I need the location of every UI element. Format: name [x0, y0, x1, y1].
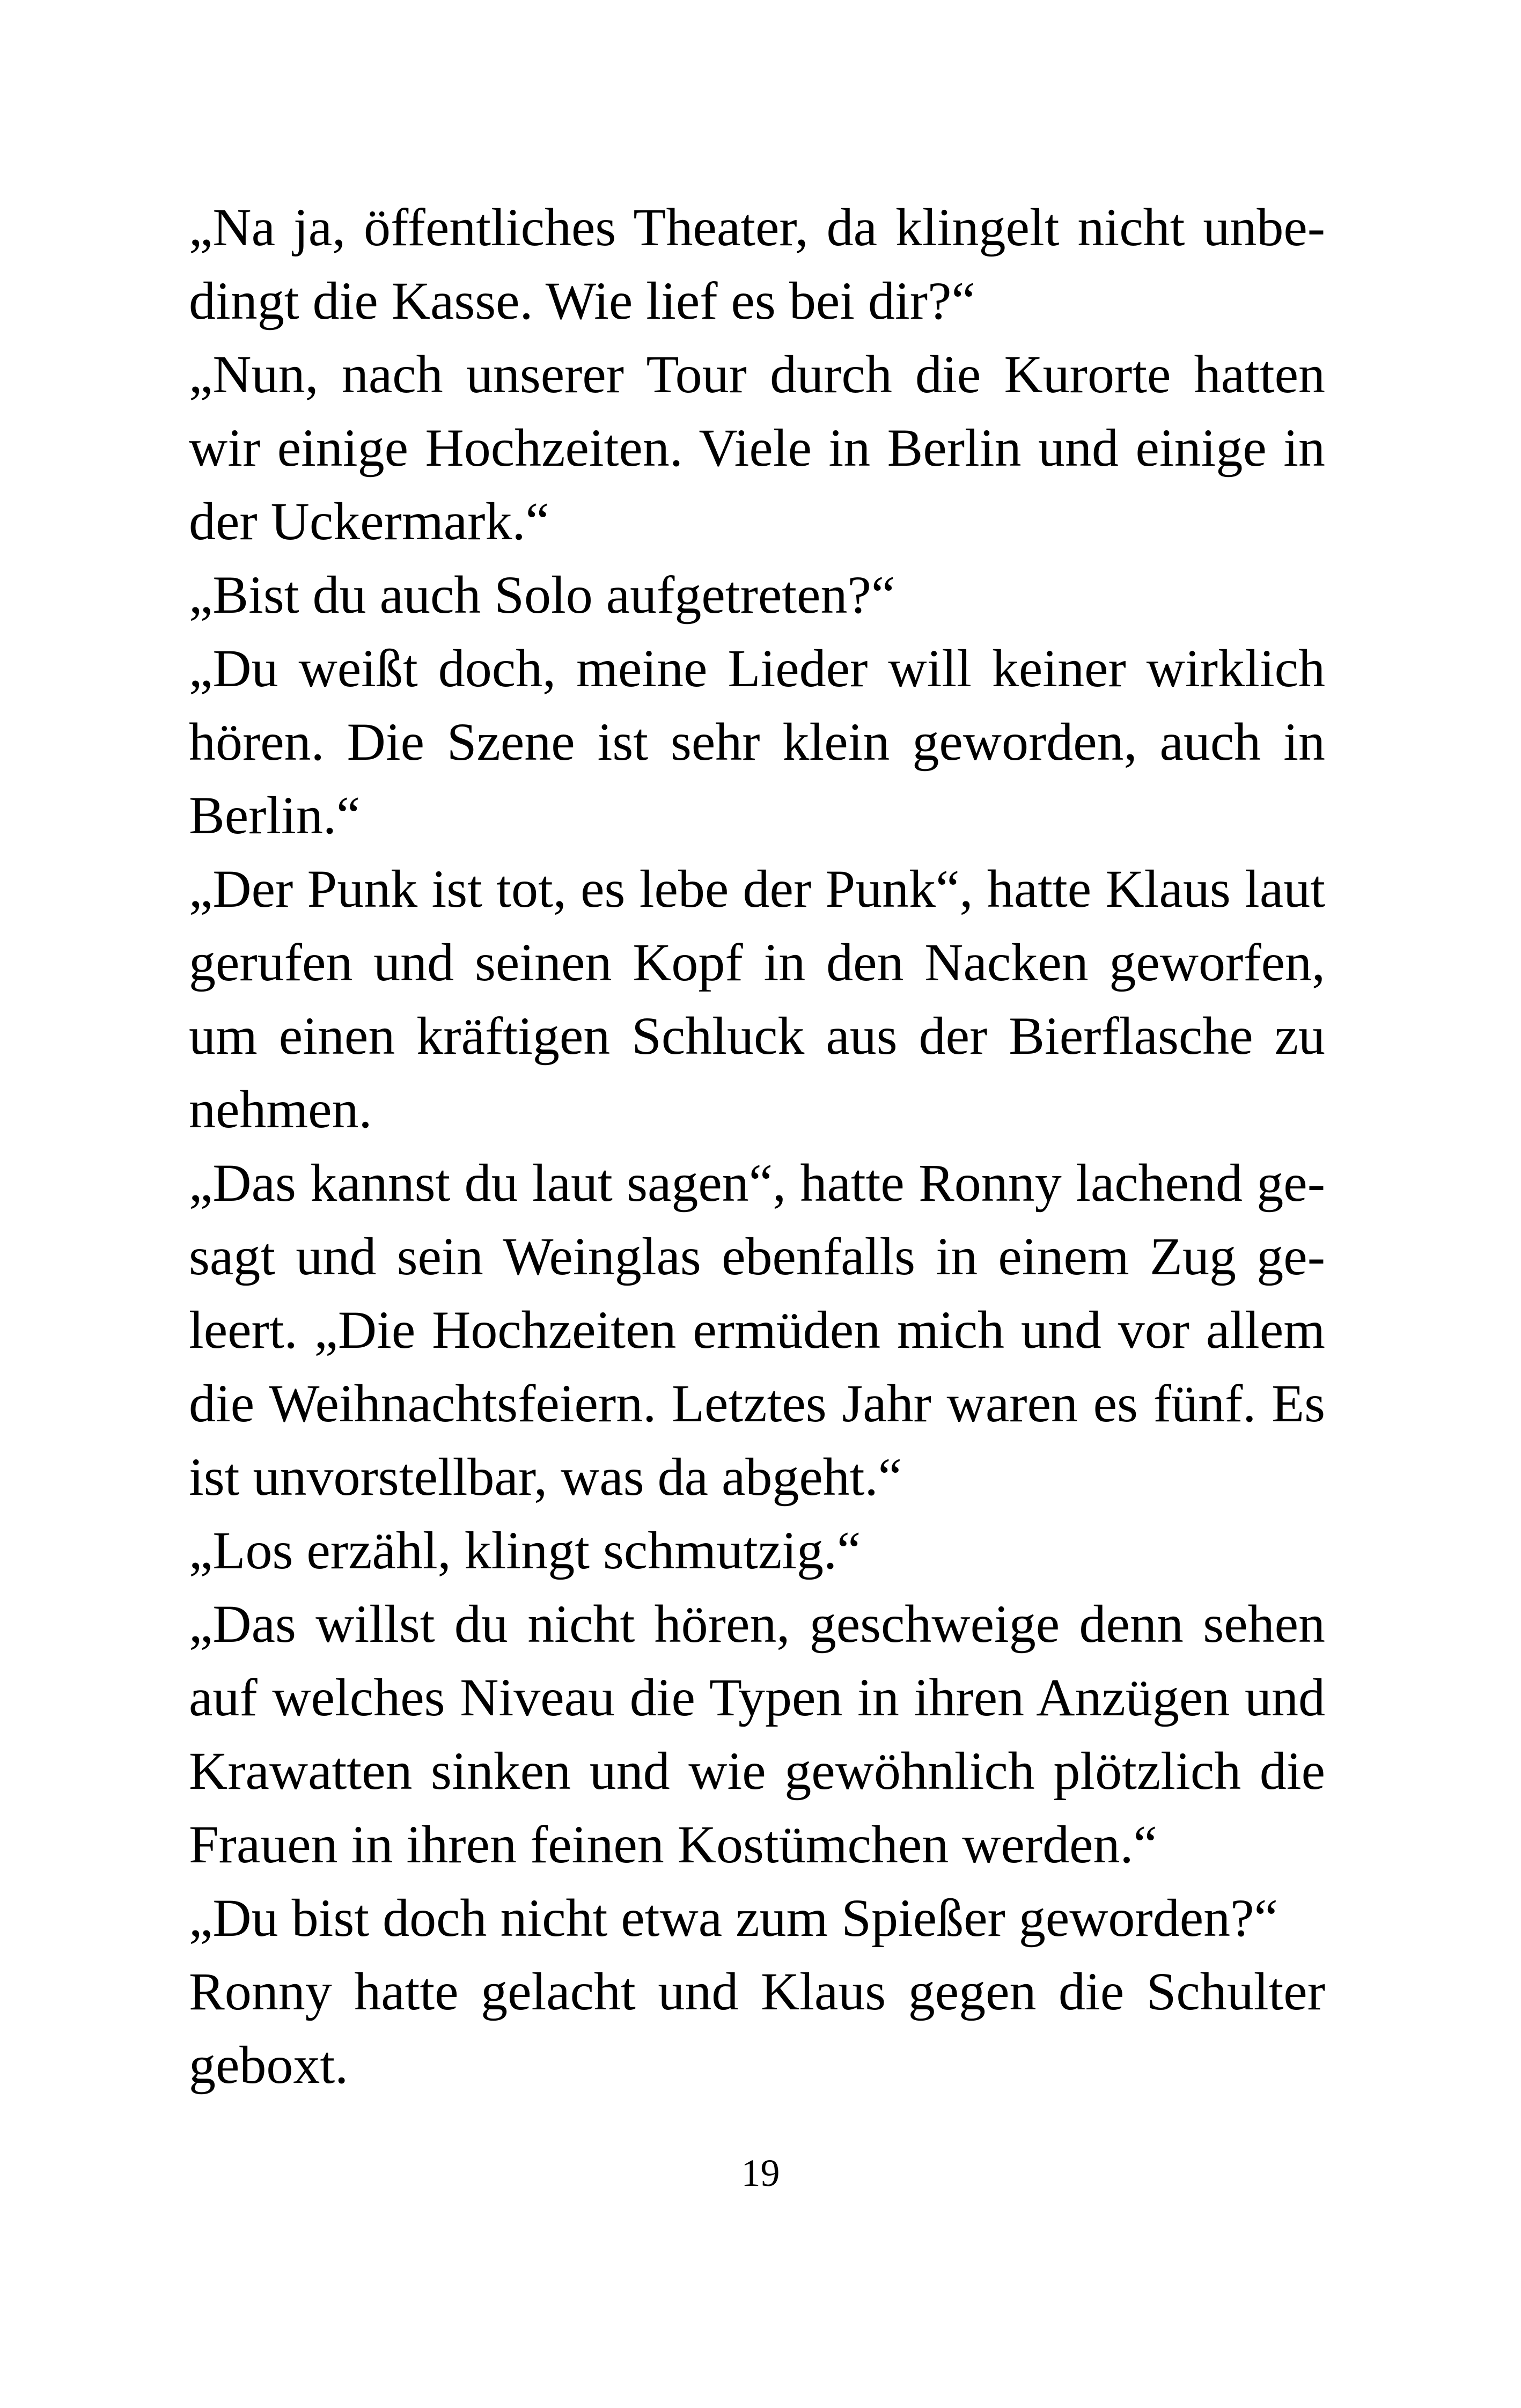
- text-line: „Nun, nach unserer Tour durch die Kurorte hatten: [189, 344, 1325, 404]
- text-line: „Los erzähl, klingt schmutzig.“: [189, 1521, 861, 1580]
- text-line: „Du bist doch nicht etwa zum Spießer geworden?“: [189, 1888, 1278, 1948]
- text-line: „Der Punk ist tot, es lebe der Punk“, hatte Klaus laut: [189, 859, 1325, 919]
- text-line: die Weihnachtsfeiern. Letztes Jahr waren es fünf. Es: [189, 1374, 1325, 1433]
- text-line: hören. Die Szene ist sehr klein geworden, auch in: [189, 712, 1325, 772]
- page-number: 19: [741, 2152, 780, 2194]
- text-line: ist unvorstellbar, was da abgeht.“: [189, 1447, 902, 1507]
- text-line: gerufen und seinen Kopf in den Nacken geworfen,: [189, 933, 1325, 992]
- text-line: dingt die Kasse. Wie lief es bei dir?“: [189, 271, 975, 331]
- text-line: „Bist du auch Solo aufgetreten?“: [189, 565, 895, 625]
- text-line: auf welches Niveau die Typen in ihren Anzügen und: [189, 1668, 1325, 1727]
- text-line: nehmen.: [189, 1080, 372, 1139]
- text-line: der Uckermark.“: [189, 491, 549, 551]
- text-line: um einen kräftigen Schluck aus der Bierflasche zu: [189, 1006, 1325, 1066]
- text-line: „Du weißt doch, meine Lieder will keiner wirklich: [189, 638, 1325, 698]
- text-line: „Na ja, öffentliches Theater, da klingelt nicht unbe-: [189, 197, 1325, 257]
- text-line: „Das willst du nicht hören, geschweige denn sehen: [189, 1594, 1325, 1654]
- body-text: [189, 190, 1325, 2102]
- text-line: Frauen in ihren feinen Kostümchen werden.“: [189, 1815, 1157, 1874]
- text-line: Berlin.“: [189, 785, 361, 845]
- text-line: sagt und sein Weinglas ebenfalls in einem Zug ge-: [189, 1227, 1325, 1286]
- text-line: „Das kannst du laut sagen“, hatte Ronny lachend ge-: [189, 1153, 1325, 1213]
- text-line: geboxt.: [189, 2035, 349, 2095]
- text-line: Krawatten sinken und wie gewöhnlich plötzlich die: [189, 1741, 1325, 1801]
- text-line: Ronny hatte gelacht und Klaus gegen die Schulter: [189, 1962, 1325, 2021]
- text-line: wir einige Hochzeiten. Viele in Berlin und einige in: [189, 418, 1325, 478]
- text-line: leert. „Die Hochzeiten ermüden mich und vor allem: [189, 1300, 1325, 1360]
